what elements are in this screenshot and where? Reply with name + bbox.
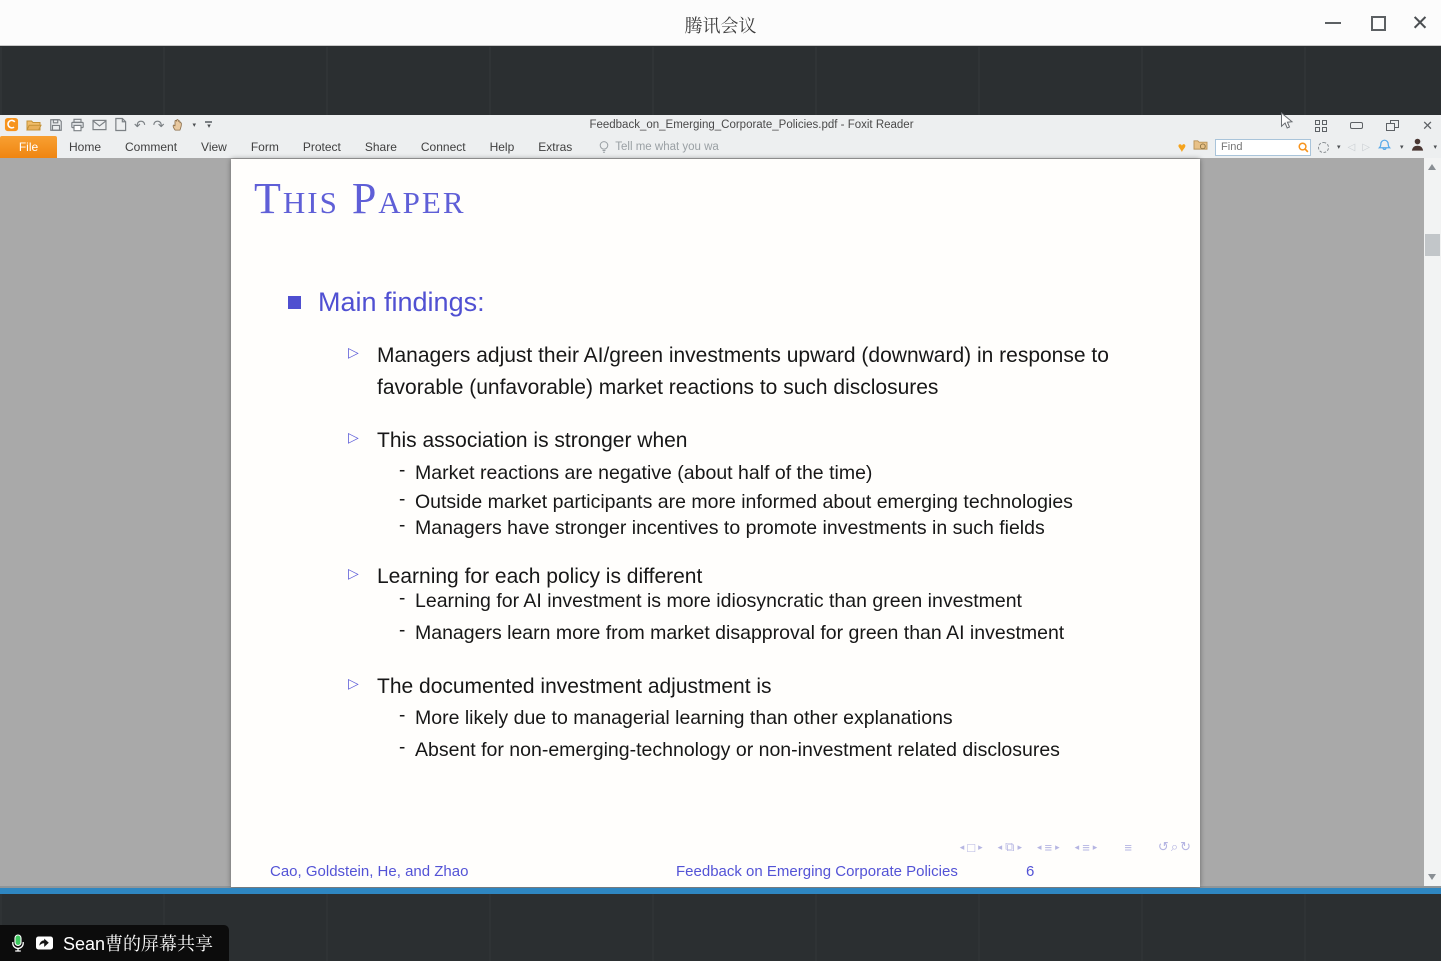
nav-appendix-icon[interactable]: ≡ xyxy=(1124,839,1132,855)
sub-bullet-item xyxy=(399,515,1045,541)
redo-icon[interactable]: ↷ xyxy=(152,116,165,133)
tab-home[interactable]: Home xyxy=(69,140,102,154)
mouse-cursor xyxy=(1280,112,1294,131)
tell-me-search[interactable] xyxy=(598,136,719,158)
tab-extras[interactable]: Extras xyxy=(538,140,573,154)
favorite-heart-icon[interactable]: ♥ xyxy=(1177,139,1187,155)
bullet-text: Managers adjust their AI/green investments upward (downward) in response to favorable (unfavorable) market reactions to such disclosures xyxy=(377,344,1109,399)
sub-bullet-item xyxy=(399,588,1022,614)
screen-share-icon xyxy=(35,935,54,951)
sub-bullet-item xyxy=(399,705,953,731)
history-forward-icon[interactable]: ▷ xyxy=(1362,141,1370,153)
pdf-page xyxy=(231,159,1200,887)
dash-bullet-icon: - xyxy=(399,460,406,481)
nav-forward-icon[interactable]: ↻ xyxy=(1180,839,1191,854)
history-back-icon[interactable]: ◁ xyxy=(1347,141,1356,153)
nav-frames-icon[interactable]: ⧉ xyxy=(1005,839,1015,854)
snapshot-dropdown-icon[interactable]: ▾ xyxy=(1337,144,1341,151)
meeting-title: 腾讯会议 xyxy=(684,16,757,36)
bullet-item xyxy=(348,340,1177,404)
tab-share[interactable]: Share xyxy=(364,140,397,154)
pdf-document-area xyxy=(0,158,1441,888)
share-badge-label: Sean曹的屏幕共享 xyxy=(63,934,214,954)
foxit-logo-icon[interactable] xyxy=(4,117,19,132)
nav-next-section-icon[interactable]: ▸ xyxy=(1092,841,1098,852)
maximize-button[interactable] xyxy=(1362,8,1394,38)
dash-bullet-icon: - xyxy=(399,737,406,758)
vertical-scrollbar[interactable] xyxy=(1424,158,1441,886)
section-header xyxy=(288,287,485,318)
footer-authors: Cao, Goldstein, He, and Zhao xyxy=(270,863,469,880)
sub-bullet-text: More likely due to managerial learning than other explanations xyxy=(415,707,953,729)
tab-comment[interactable]: Comment xyxy=(125,140,178,154)
scroll-up-icon[interactable] xyxy=(1428,164,1436,170)
footer-page-number: 6 xyxy=(1026,863,1035,880)
sub-bullet-text: Outside market participants are more informed about emerging technologies xyxy=(415,491,1073,513)
foxit-minimize-icon[interactable] xyxy=(1350,122,1363,129)
footer-paper-title: Feedback on Emerging Corporate Policies xyxy=(676,863,958,880)
scroll-down-icon[interactable] xyxy=(1428,874,1436,880)
sub-bullet-text: Managers learn more from market disapproval for green than AI investment xyxy=(415,622,1065,644)
dash-bullet-icon: - xyxy=(399,515,406,536)
lightbulb-icon xyxy=(598,140,610,155)
foxit-close-icon[interactable]: ✕ xyxy=(1422,118,1433,133)
sub-bullet-item xyxy=(399,460,872,486)
tab-connect[interactable]: Connect xyxy=(420,140,466,154)
square-bullet-icon xyxy=(288,296,301,309)
sub-bullet-item xyxy=(399,737,1060,763)
avatar-dropdown-icon[interactable]: ▾ xyxy=(1433,144,1437,151)
slide-title: This Paper xyxy=(254,174,466,223)
tell-me-text: Tell me what you wa xyxy=(615,141,719,153)
tab-file[interactable]: File xyxy=(0,136,57,158)
dash-bullet-icon: - xyxy=(399,705,406,726)
bullet-text: The documented investment adjustment is xyxy=(377,675,772,698)
scrollbar-thumb[interactable] xyxy=(1425,234,1440,256)
sub-bullet-item xyxy=(399,620,1064,646)
layout-grid-icon[interactable] xyxy=(1315,120,1327,132)
screen-share-badge[interactable] xyxy=(0,925,229,961)
triangle-bullet-icon: ▷ xyxy=(348,429,359,445)
tab-help[interactable]: Help xyxy=(489,140,515,154)
sub-bullet-text: Absent for non-emerging-technology or non-investment related disclosures xyxy=(415,739,1060,761)
minimize-button[interactable] xyxy=(1317,8,1349,38)
sub-bullet-text: Market reactions are negative (about half of the time) xyxy=(415,462,873,484)
customize-toolbar-icon[interactable]: ▾ xyxy=(205,121,212,129)
foxit-reader-window xyxy=(0,115,1441,888)
nav-prev-section-icon[interactable]: ◂ xyxy=(1074,841,1080,852)
tab-view[interactable]: View xyxy=(201,140,227,154)
nav-subsection-icon[interactable]: ≡ xyxy=(1044,839,1053,855)
save-icon[interactable] xyxy=(49,118,63,132)
undo-icon[interactable]: ↶ xyxy=(134,116,146,133)
section-header-label: Main findings: xyxy=(318,287,485,317)
find-magnifier-icon[interactable] xyxy=(1297,141,1310,154)
microphone-icon xyxy=(10,934,26,953)
sub-bullet-text: Learning for AI investment is more idiosyncratic than green investment xyxy=(415,590,1022,612)
snapshot-region-icon[interactable] xyxy=(1318,142,1329,153)
nav-prev-subsection-icon[interactable]: ◂ xyxy=(1037,841,1042,852)
maximize-icon xyxy=(1371,16,1386,31)
foxit-restore-icon[interactable] xyxy=(1386,120,1399,131)
find-input[interactable] xyxy=(1216,141,1297,153)
dash-bullet-icon: - xyxy=(399,620,406,641)
beamer-navigation-bar xyxy=(958,839,1192,855)
nav-frame-icon[interactable]: □ xyxy=(967,839,976,855)
meeting-titlebar xyxy=(0,0,1441,46)
dash-bullet-icon: - xyxy=(399,588,406,609)
account-avatar-icon[interactable] xyxy=(1410,137,1425,157)
foxit-quick-access-toolbar xyxy=(0,115,1441,136)
open-file-icon[interactable] xyxy=(26,118,42,132)
bullet-text: This association is stronger when xyxy=(377,429,688,452)
bell-dropdown-icon[interactable]: ▾ xyxy=(1399,144,1404,151)
triangle-bullet-icon: ▷ xyxy=(348,675,359,691)
nav-prev-frame-icon[interactable]: ◂ xyxy=(959,841,965,852)
triangle-bullet-icon: ▷ xyxy=(348,344,359,360)
tab-form[interactable]: Form xyxy=(250,140,279,154)
nav-next-overlay-icon[interactable]: ▸ xyxy=(1017,841,1022,852)
nav-back-icon[interactable]: ↺ xyxy=(1157,839,1169,854)
sub-bullet-text: Managers have stronger incentives to promote investments in such fields xyxy=(415,517,1045,539)
bullet-text: Learning for each policy is different xyxy=(377,565,703,588)
sub-bullet-item xyxy=(399,489,1073,515)
nav-next-subsection-icon[interactable]: ▸ xyxy=(1055,841,1060,852)
nav-search-icon[interactable]: ⌕ xyxy=(1170,839,1179,854)
triangle-bullet-icon: ▷ xyxy=(348,565,359,581)
find-box[interactable] xyxy=(1215,139,1311,156)
notification-bell-icon[interactable] xyxy=(1377,137,1392,157)
shared-folder-icon[interactable] xyxy=(1193,138,1208,156)
foxit-window-title: Feedback_on_Emerging_Corporate_Policies.pdf - Foxit Reader xyxy=(589,119,914,131)
bullet-item xyxy=(348,425,687,457)
nav-section-icon[interactable]: ≡ xyxy=(1082,839,1090,855)
hand-tool-dropdown-icon[interactable]: ▾ xyxy=(192,121,196,129)
close-icon: ✕ xyxy=(1411,11,1429,35)
bullet-item xyxy=(348,671,772,703)
close-button[interactable] xyxy=(1404,8,1436,38)
nav-next-frame-icon[interactable]: ▸ xyxy=(978,841,983,852)
tab-protect[interactable]: Protect xyxy=(302,140,341,154)
nav-prev-overlay-icon[interactable]: ◂ xyxy=(997,841,1003,852)
minimize-icon xyxy=(1325,22,1341,24)
dash-bullet-icon: - xyxy=(399,489,406,510)
